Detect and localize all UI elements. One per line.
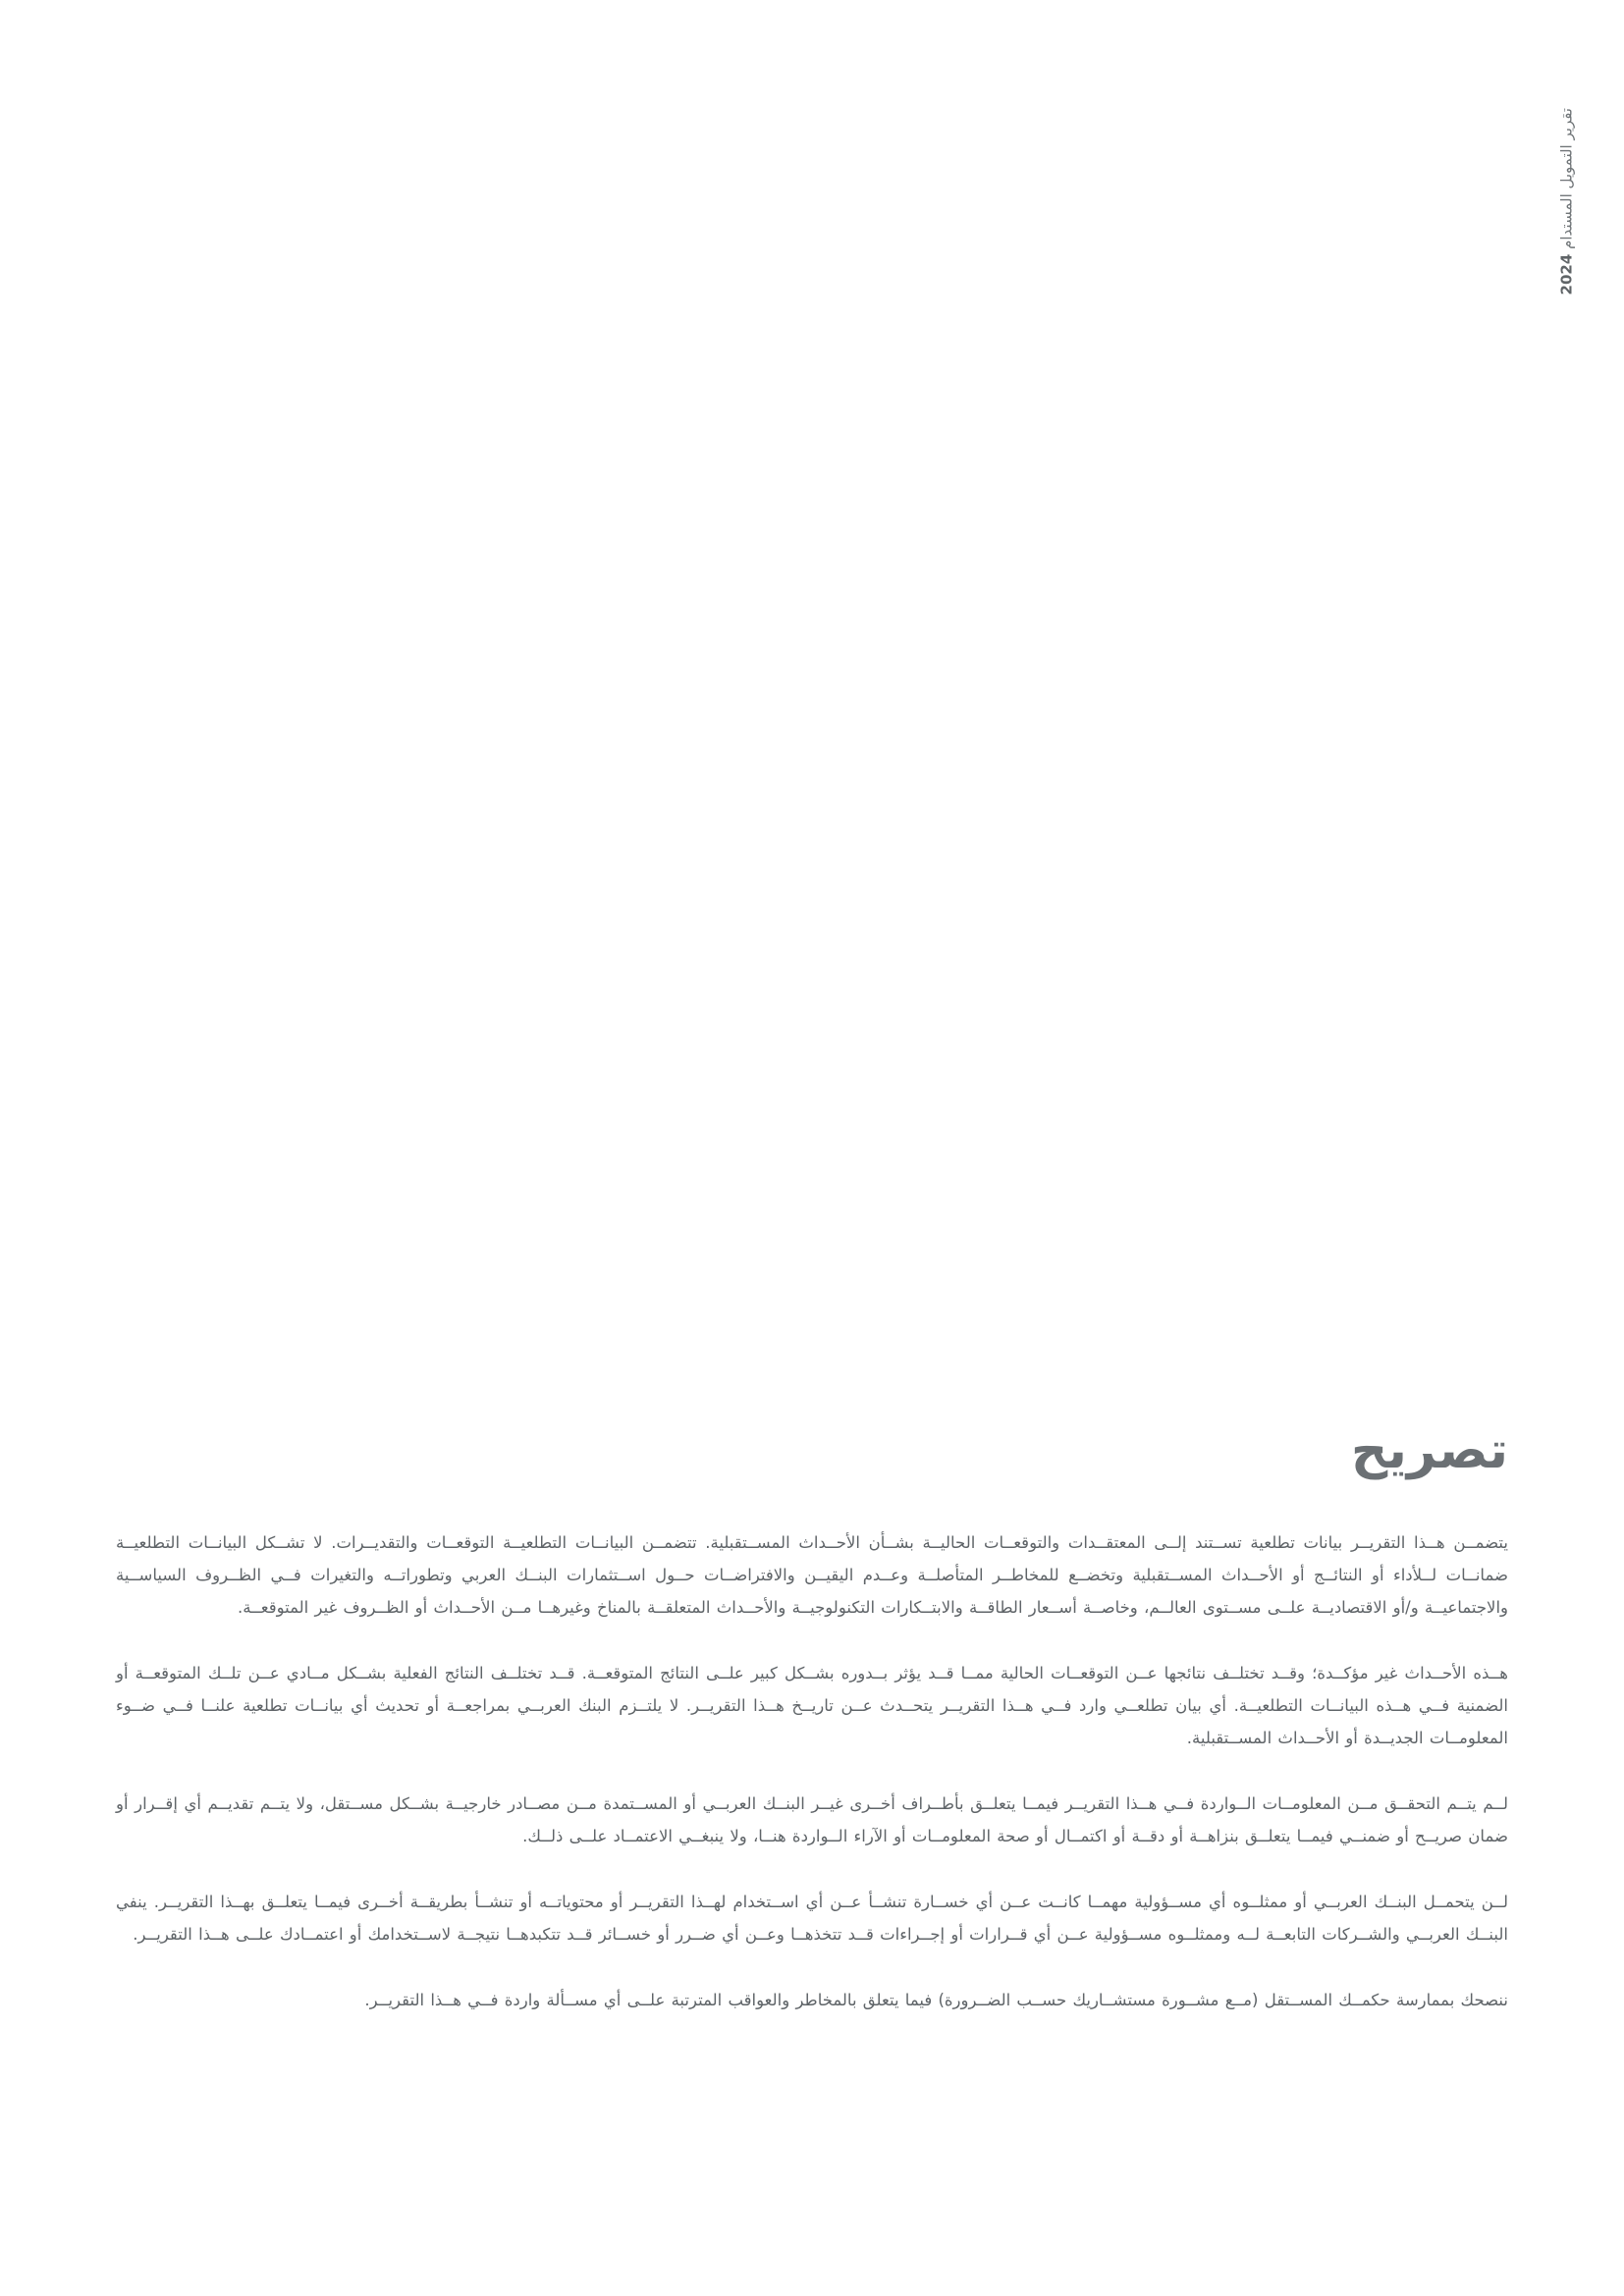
running-header [1540,108,1579,442]
paragraph: لــم يتــم التحقــق مــن المعلومــات الــواردة فــي هــذا التقريــر فيمــا يتعلــق بأطــراف أخــرى غيــر البنــك العربــي أو المســتمدة مــن مصــادر خارجيــة بشــكل مســتقل، ولا يتــم تقديــم أي إقــرار أو ضمان صريــح أو ضمنــي فيمــا يتعلــق بنزاهــة أو دقــة أو اكتمــال أو صحة المعلومــات أو الآراء الــواردة هنــا، ولا ينبغــي الاعتمــاد علــى ذلــك. [116,1794,1508,1846]
paragraph: لــن يتحمــل البنــك العربــي أو ممثلــوه أي مســؤولية مهمــا كانــت عــن أي خســارة تنشــأ عــن أي اســتخدام لهــذا التقريــر أو محتوياتــه أو تنشــأ بطريقــة أخــرى فيمــا يتعلــق بهــذا التقريــر. ينفي البنــك العربــي والشــركات التابعــة لــه وممثلــوه مســؤولية عــن أي قــرارات أو إجــراءات قــد تتخذهــا وعــن أي ضــرر أو خســائر قــد تتكبدهــا نتيجــة لاســتخدامك أو اعتمــادك علــى هــذا التقريــر. [116,1893,1508,1945]
paragraph: هــذه الأحــداث غير مؤكــدة؛ وقــد تختلــف نتائجها عــن التوقعــات الحالية ممــا قــد يؤثر بــدوره بشــكل كبير علــى النتائج المتوقعــة. قــد تختلــف النتائج الفعلية بشــكل مــادي عــن تلــك المتوقعــة أو الضمنية فــي هــذه البيانــات التطلعيــة. أي بيان تطلعــي وارد فــي هــذا التقريــر يتحــدث عــن تاريــخ هــذا التقريــر. لا يلتــزم البنك العربــي بمراجعــة أو تحديث أي بيانــات تطلعية علنــا فــي ضــوء المعلومــات الجديــدة أو الأحــداث المســتقبلية. [116,1664,1508,1748]
running-header-label: تقرير التمويل المستدام [1557,108,1575,249]
document-content [116,1423,1508,2016]
running-header-text [1557,108,1575,294]
paragraph: يتضمــن هــذا التقريــر بيانات تطلعية تســتند إلــى المعتقــدات والتوقعــات الحاليــة بشــأن الأحــداث المســتقبلية. تتضمــن البيانــات التطلعيــة التوقعــات والتقديــرات. لا تشــكل البيانــات التطلعيــة ضمانــات لــلأداء أو النتائــج أو الأحــداث المســتقبلية وتخضــع للمخاطــر المتأصلــة وعــدم اليقيــن والافتراضــات حــول اســتثمارات البنــك العربي وتطوراتــه والتغيرات فــي الظــروف السياســية والاجتماعيــة و/أو الاقتصاديــة علــى مســتوى العالــم، وخاصــة أســعار الطاقــة والابتــكارات التكنولوجيــة والأحــداث المتعلقــة بالمناخ وغيرهــا مــن الأحــداث أو الظــروف غير المتوقعــة. [116,1533,1508,1618]
page-title: تصريح [1350,1421,1508,1480]
running-header-year: 2024 [1557,253,1575,295]
paragraph: ننصحك بممارسة حكمــك المســتقل (مــع مشــورة مستشــاريك حســب الضــرورة) فيما يتعلق بالمخاطر والعواقب المترتبة علــى أي مســألة واردة فــي هــذا التقريــر. [364,1991,1508,2010]
